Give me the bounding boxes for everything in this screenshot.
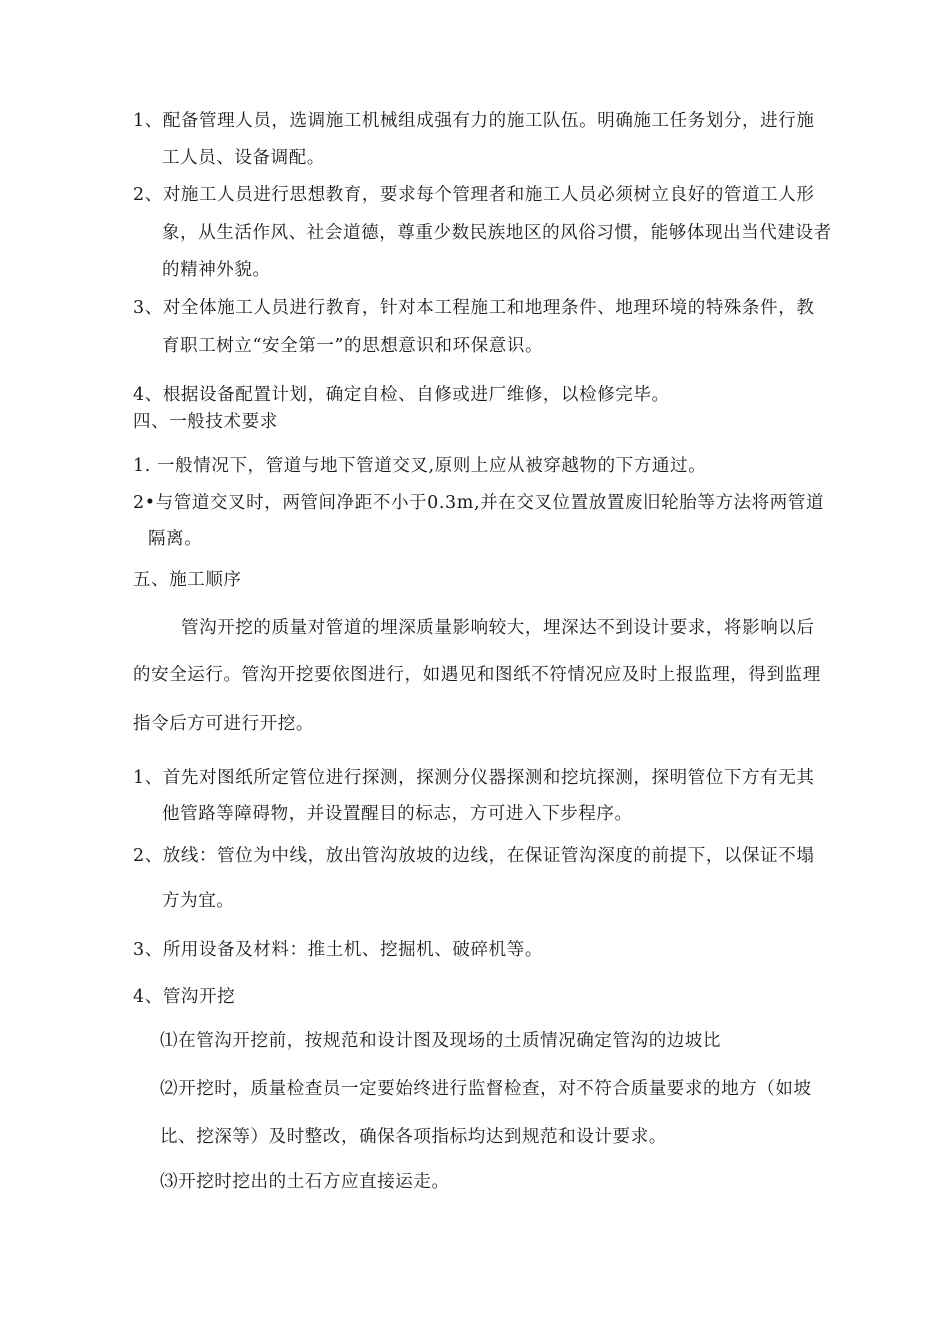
- step-4-sub-3: ⑶开挖时挖出的土石方应直接运走。: [160, 1172, 450, 1192]
- step-4-sub-2-line-1: ⑵开挖时，质量检查员一定要始终进行监督检查，对不符合质量要求的地方（如坡: [160, 1079, 812, 1099]
- list-item-2-line-2: 象，从生活作风、社会道德，尊重少数民族地区的风俗习惯，能够体现出当代建设者: [162, 223, 832, 243]
- step-4-heading: 4、管沟开挖: [133, 987, 236, 1007]
- list-item-3-line-1: 3、对全体施工人员进行教育，针对本工程施工和地理条件、地理环境的特殊条件，教: [133, 298, 815, 318]
- tech-item-2-line-2: 隔离。: [148, 529, 203, 549]
- step-4-sub-2-line-2: 比、挖深等）及时整改，确保各项指标均达到规范和设计要求。: [160, 1127, 667, 1147]
- list-item-2-line-3: 的精神外貌。: [162, 260, 271, 280]
- intro-line-3: 指令后方可进行开挖。: [133, 714, 314, 734]
- list-item-4: 4、根据设备配置计划，确定自检、自修或进厂维修，以检修完毕。: [133, 385, 670, 405]
- step-4-sub-1: ⑴在管沟开挖前，按规范和设计图及现场的土质情况确定管沟的边坡比: [160, 1031, 722, 1051]
- list-item-2-line-1: 2、对施工人员进行思想教育，要求每个管理者和施工人员必须树立良好的管道工人形: [133, 185, 815, 205]
- section-4-heading: 四、一般技术要求: [133, 412, 278, 432]
- step-1-line-1: 1、首先对图纸所定管位进行探测，探测分仪器探测和挖坑探测，探明管位下方有无其: [133, 768, 815, 788]
- step-2-line-2: 方为宜。: [162, 891, 235, 911]
- tech-item-1: 1. 一般情况下，管道与地下管道交叉,原则上应从被穿越物的下方通过。: [133, 456, 707, 476]
- section-5-heading: 五、施工顺序: [133, 570, 242, 590]
- list-item-1-line-2: 工人员、设备调配。: [162, 148, 325, 168]
- step-2-line-1: 2、放线：管位为中线，放出管沟放坡的边线，在保证管沟深度的前提下，以保证不塌: [133, 846, 815, 866]
- step-1-line-2: 他管路等障碍物，并设置醒目的标志，方可进入下步程序。: [162, 804, 633, 824]
- list-item-1-line-1: 1、配备管理人员，选调施工机械组成强有力的施工队伍。明确施工任务划分，进行施: [133, 111, 815, 131]
- intro-line-1: 管沟开挖的质量对管道的埋深质量影响较大，埋深达不到设计要求，将影响以后: [181, 618, 815, 638]
- intro-line-2: 的安全运行。管沟开挖要依图进行，如遇见和图纸不符情况应及时上报监理，得到监理: [133, 665, 821, 685]
- tech-item-2-line-1: 2•与管道交叉时，两管间净距不小于0.3m,并在交叉位置放置废旧轮胎等方法将两管道: [133, 493, 825, 513]
- step-3: 3、所用设备及材料：推土机、挖掘机、破碎机等。: [133, 940, 543, 960]
- list-item-3-line-2: 育职工树立“安全第一”的思想意识和环保意识。: [162, 336, 544, 356]
